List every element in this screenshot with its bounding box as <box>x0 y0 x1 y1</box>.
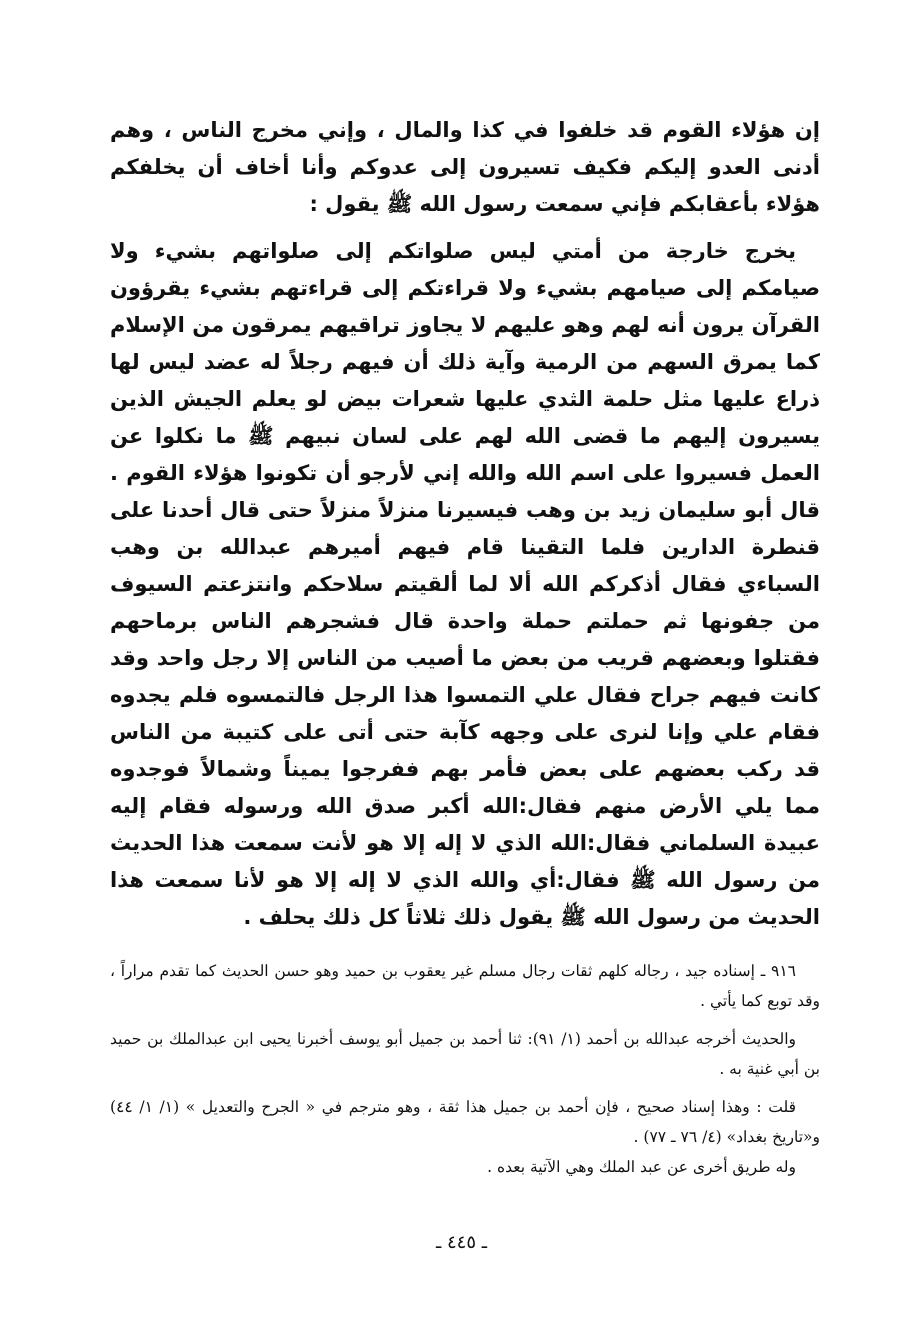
footnote-next-route: وله طريق أخرى عن عبد الملك وهي الآتية بعده . <box>487 1158 796 1176</box>
footnote-grading: ٩١٦ ـ إسناده جيد ، رجاله كلهم ثقات رجال مسلم غير يعقوب بن حميد وهو حسن الحديث كما تقدم مراراً ، وقد توبع كما يأتي . <box>110 962 820 1010</box>
hadith-paragraph: يخرج خارجة من أمتي ليس صلواتكم إلى صلواتهم بشيء ولا صيامكم إلى صيامهم بشيء ولا قراءتكم إلى قراءتهم بشيء يقرؤون القرآن يرون أنه لهم وهو عليهم لا يجاوز تراقيهم يمرقون من الإسلام كما يمرق السهم من الرمية وآية ذلك أن فيهم رجلاً له عضد ليس لها ذراع عليها مثل حلمة الثدي عليها شعرات بيض لو يعلم الجيش الذين يسيرون إليهم ما قضى الله لهم على لسان نبيهم ﷺ ما نكلوا عن العمل فسيروا على اسم الله والله إني لأرجو أن تكونوا هؤلاء القوم . قال أبو سليمان زيد بن وهب فيسيرنا منزلاً منزلاً حتى قال أحدنا على قنطرة الدارين فلما التقينا قام فيهم أميرهم عبدالله بن وهب السباءي فقال أذكركم الله ألا لما ألقيتم سلاحكم وانتزعتم السيوف من جفونها ثم حملتم حملة واحدة قال فشجرهم الناس برماحهم فقتلوا وبعضهم قريب من بعض ما أصيب من الناس إلا رجل واحد وقد كانت فيهم جراح فقال علي التمسوا هذا الرجل فالتمسوه فلم يجدوه فقام علي وإنا لنرى على وجهه كآبة حتى أتى على كتيبة من الناس قد ركب بعضهم على بعض فأمر بهم ففرجوا يميناً وشمالاً فوجدوه مما يلي الأرض منهم فقال:الله أكبر صدق الله ورسوله فقام إليه عبيدة السلماني فقال:الله الذي لا إله إلا هو لأنت سمعت هذا الحديث من رسول الله ﷺ فقال:أي والله الذي لا إله إلا هو لأنا سمعت هذا الحديث من رسول الله ﷺ يقول ذلك ثلاثاً كل ذلك يحلف . <box>110 239 820 929</box>
footnote-source: والحديث أخرجه عبدالله بن أحمد (١/ ٩١): ثنا أحمد بن جميل أبو يوسف أخبرنا يحيى ابن عبدالملك بن حميد بن أبي غنية به . <box>110 1030 820 1078</box>
page-content <box>110 112 820 1190</box>
page-number: ـ ٤٤٥ ـ <box>435 1232 487 1253</box>
footnote-comment: قلت : وهذا إسناد صحيح ، فإن أحمد بن جميل هذا ثقة ، وهو مترجم في « الجرح والتعديل » (١/ ١/ ٤٤) و«تاريخ بغداد» (٤/ ٧٦ ـ ٧٧) . <box>110 1098 820 1146</box>
intro-paragraph: إن هؤلاء القوم قد خلفوا في كذا والمال ، وإني مخرج الناس ، وهم أدنى العدو إليكم فكيف تسيرون إلى عدوكم وأنا أخاف أن يخلفكم هؤلاء بأعقابكم فإني سمعت رسول الله ﷺ يقول : <box>110 118 820 216</box>
main-text <box>110 112 820 936</box>
footnotes <box>110 956 820 1182</box>
